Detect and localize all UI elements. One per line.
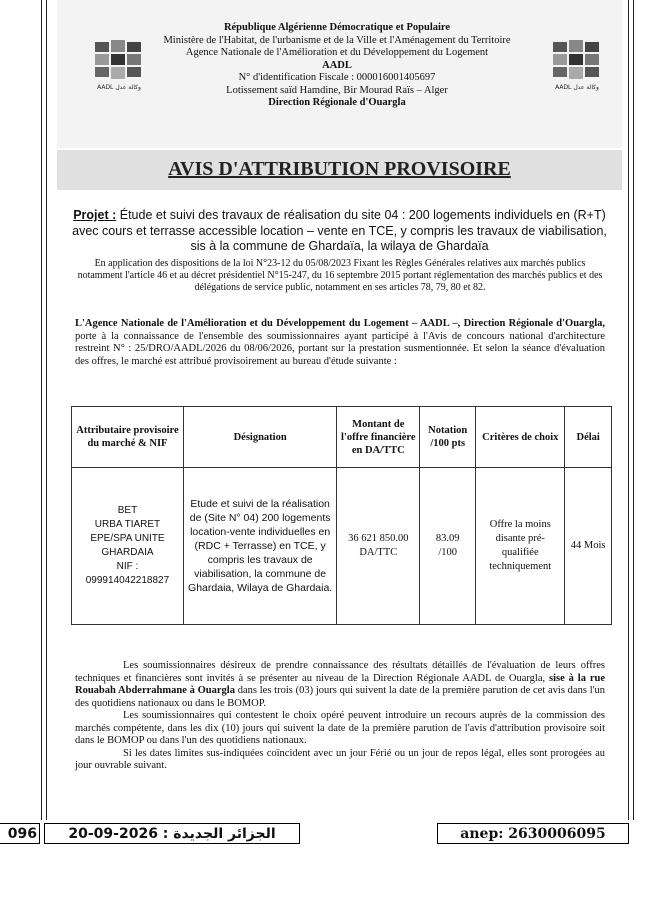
direction-line: Direction Régionale d'Ouargla: [268, 97, 406, 108]
results-text-end: dans les trois (03) jours qui suivent la date de la première parution de cet avis dans l'un des quotidiens nationaux ou dans le BOMOP.: [75, 685, 606, 709]
montant-cell: [337, 468, 420, 625]
notation-scale: /100: [438, 547, 458, 558]
footer-anep-code: anep: 2630006095: [437, 823, 629, 844]
table-header: Attributaire provisoire du marché & NIF: [72, 407, 184, 468]
right-column-rule: [628, 0, 634, 820]
notation-value: 83.09: [435, 533, 460, 544]
attributaire-cell: [72, 468, 184, 625]
logo-caption: AADL وكالة عدل: [555, 84, 599, 91]
left-column-rule: [41, 0, 47, 820]
results-address: sise à la rue Rouabah Abderrahmane à Ouargla: [75, 672, 605, 696]
footer-newspaper-date: الجزائر الجديدة : 2026-09-20: [44, 823, 300, 844]
project-label: Projet :: [73, 208, 117, 222]
notice-page: [57, 0, 622, 815]
montant-unit: DA/TTC: [359, 547, 398, 558]
results-paragraph: [75, 660, 605, 710]
notation-cell: [420, 468, 476, 625]
nif-line: N° d'identification Fiscale : 000016001405697: [238, 72, 436, 83]
agency-bold: L'Agence Nationale de l'Amélioration et du Développement du Logement – AADL –, Direction Régionale d'Ouargla,: [75, 318, 605, 329]
logo-caption: AADL وكالة عدل: [97, 84, 141, 91]
ministry-line: Ministère de l'Habitat, de l'urbanisme et de la Ville et l'Aménagement du Territoire: [163, 34, 511, 46]
table-header-row: [72, 407, 612, 468]
table-header: Montant de l'offre financière en DA/TTC: [337, 407, 420, 468]
aadl-line: AADL: [322, 59, 352, 71]
notice-title-text: AVIS D'ATTRIBUTION PROVISOIRE: [168, 158, 511, 180]
agency-paragraph: [75, 318, 605, 368]
bet-line: EPE/SPA UNITE: [90, 533, 165, 544]
project-paragraph: [67, 208, 612, 255]
bet-line: URBA TIARET: [94, 519, 161, 530]
table-header: Critères de choix: [476, 407, 565, 468]
title-band: [57, 150, 622, 190]
republic-line: République Algérienne Démocratique et Populaire: [223, 22, 451, 33]
table-header: Désignation: [183, 407, 336, 468]
attribution-table: [71, 406, 612, 625]
aadl-logo-right: [547, 38, 607, 93]
bet-line: BET: [117, 505, 138, 516]
montant-value: 36 621 850.00: [348, 533, 409, 544]
table-row: [72, 468, 612, 625]
bet-line: 099914042218827: [85, 575, 170, 586]
bet-line: GHARDAIA: [101, 547, 154, 558]
recourse-paragraph: Les soumissionnaires qui contestent le choix opéré peuvent introduire un recours auprès de la commission des marchés compétente, dans les dix (10) jours qui suivent la date de la première parution de l'avis d'attribution provisoire soit dans le BOMOP ou dans l'un des quotidiens nationaux.: [75, 710, 605, 746]
address-line: Lotissement saïd Hamdine, Bir Mourad Raïs – Alger: [226, 84, 448, 96]
table-header: Notation /100 pts: [420, 407, 476, 468]
holiday-paragraph: Si les dates limites sus-indiquées coïncident avec un jour Férié ou un jour de repos légal, elles sont prorogées au jour ouvrable suivant.: [75, 747, 605, 771]
delai-cell: 44 Mois: [565, 468, 612, 625]
criteres-cell: Offre la moins disante pré-qualifiée techniquement: [476, 468, 565, 625]
footer-page-fragment: 096: [0, 823, 40, 844]
letterhead-text: [137, 22, 537, 110]
notice-title: [57, 158, 622, 181]
bet-line: NIF :: [116, 561, 139, 572]
letterhead: [57, 0, 622, 148]
legal-basis-paragraph: En application des dispositions de la loi N°23-12 du 05/08/2023 Fixant les Règles Générales relatives aux marchés publics notamment l'article 46 et au décret présidentiel N°15-247, du 16 septembre 2015 portant réglementation des marchés publics et des délégations de service public, notamment en ses articles 78, 79, 80 et 82.: [77, 258, 603, 293]
designation-cell: Etude et suivi de la réalisation de (Site N° 04) 200 logements location-vente individuelles en (RDC + Terrasse) en TCE, y compris les travaux de viabilisation, la commune de Ghardaia, Wilaya de Ghardaia.: [183, 468, 336, 625]
agency-line: Agence Nationale de l'Amélioration et du Développement du Logement: [185, 47, 489, 58]
project-text: Étude et suivi des travaux de réalisation du site 04 : 200 logements individuels en (R+T) avec cours et terrasse accessible location – vente en TCE, y compris les travaux de viabilisation, sis à la commune de Ghardaïa, la wilaya de Ghardaïa: [72, 208, 607, 253]
closing-paragraphs: [75, 660, 605, 773]
results-text: Les soumissionnaires désireux de prendre connaissance des résultats détaillés de l'évaluation de leurs offres techniques et financières sont invités à se présenter au niveau de la Direction Régionale AADL de Ouargla,: [75, 660, 605, 684]
agency-text: porte à la connaissance de l'ensemble des soumissionnaires ayant participé à l'Avis de concours national d'architecture restreint N° : 25/DRO/AADL/2026 du 08/06/2026, portant sur la prestation susmentionnée. Et selon la séance d'évaluation des offres, le marché est attribué provisoirement au bureau d'étude suivante :: [75, 330, 605, 367]
table-header: Délai: [565, 407, 612, 468]
